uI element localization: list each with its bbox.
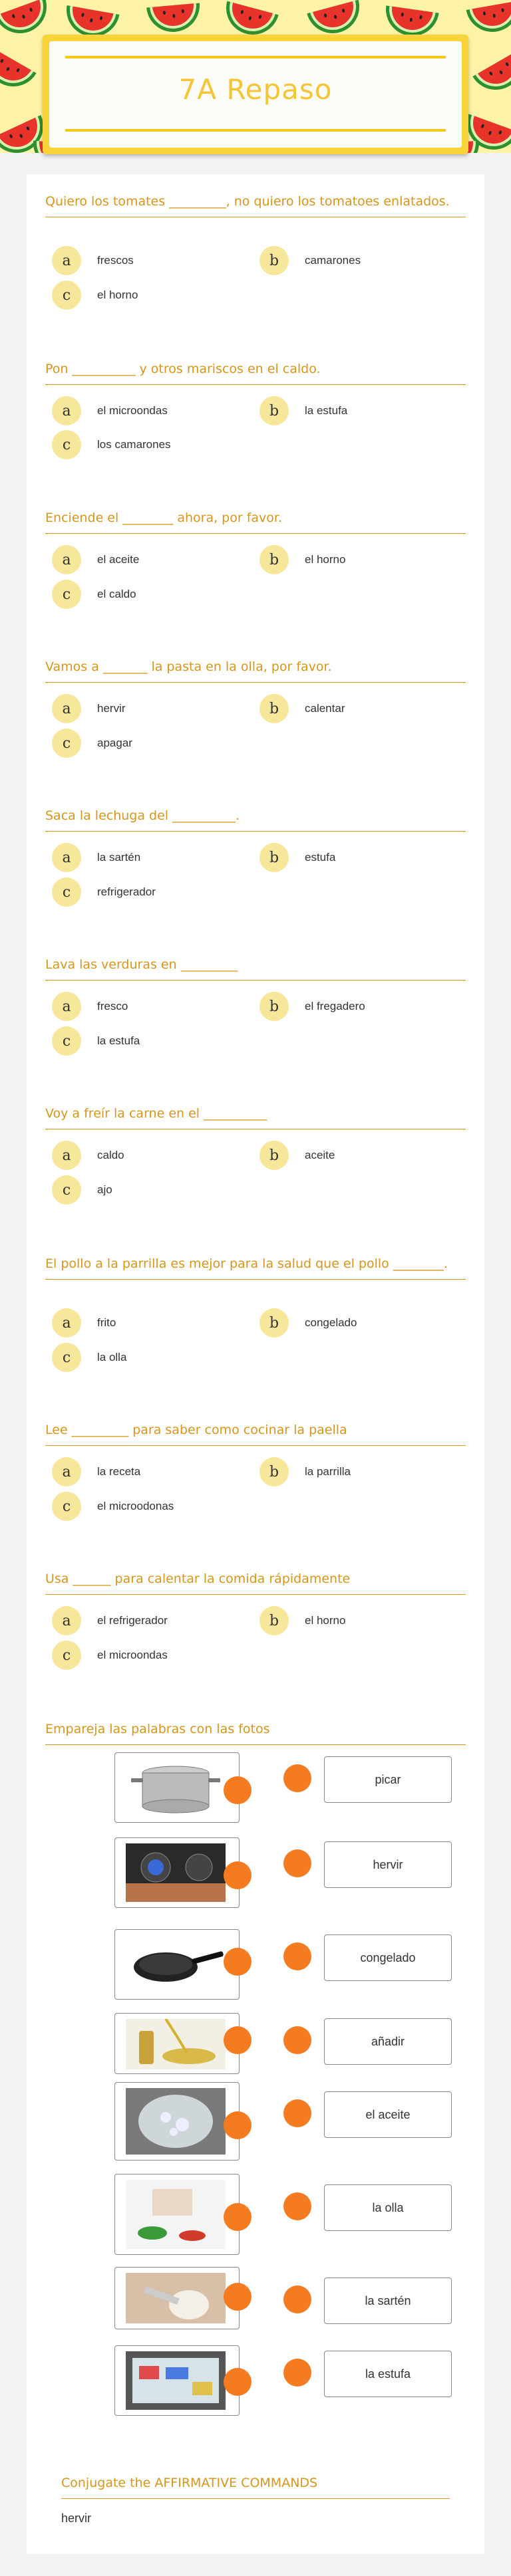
question-10: [45, 1570, 466, 1595]
match-word-4[interactable]: añadir: [324, 2018, 452, 2065]
match-dot-left[interactable]: [224, 2203, 252, 2231]
option-letter: c: [52, 1343, 81, 1372]
option-letter: c: [52, 580, 81, 609]
option-9b[interactable]: [259, 1457, 351, 1486]
option-letter: c: [52, 1492, 81, 1521]
option-label: el refrigerador: [97, 1614, 168, 1627]
option-letter: a: [52, 694, 81, 723]
option-10c[interactable]: [52, 1641, 168, 1670]
option-letter: a: [52, 992, 81, 1021]
question-text: El pollo a la parrilla es mejor para la salud que el pollo ________.: [45, 1256, 448, 1271]
question-3: [45, 509, 466, 534]
match-word-6[interactable]: la olla: [324, 2184, 452, 2231]
option-letter: b: [259, 1457, 289, 1486]
option-5a[interactable]: [52, 843, 140, 872]
match-dot-right[interactable]: [283, 1764, 311, 1792]
option-label: el fregadero: [305, 1000, 365, 1012]
option-letter: c: [52, 878, 81, 907]
question-text: Usa ______ para calentar la comida rápidamente: [45, 1572, 351, 1586]
option-label: ajo: [97, 1183, 112, 1196]
option-label: la estufa: [305, 404, 348, 417]
option-label: hervir: [97, 702, 126, 715]
option-label: el aceite: [97, 553, 140, 566]
option-8a[interactable]: [52, 1308, 116, 1338]
conjugate-title: Conjugate the AFFIRMATIVE COMMANDS: [61, 2476, 318, 2490]
match-dot-right[interactable]: [283, 1849, 311, 1877]
option-label: la receta: [97, 1465, 141, 1478]
match-dot-left[interactable]: [224, 1948, 252, 1976]
match-dot-right[interactable]: [283, 2285, 311, 2313]
question-7: [45, 1105, 466, 1129]
option-letter: a: [52, 545, 81, 574]
question-text: Lava las verduras en _________: [45, 957, 238, 972]
option-label: el microodonas: [97, 1500, 174, 1512]
question-text: Lee _________ para saber como cocinar la paella: [45, 1423, 347, 1437]
match-word-3[interactable]: congelado: [324, 1934, 452, 1981]
option-5c[interactable]: [52, 878, 156, 907]
match-dot-right[interactable]: [283, 2359, 311, 2387]
boiling-water-image[interactable]: [114, 2082, 240, 2161]
option-8b[interactable]: [259, 1308, 357, 1338]
question-1: [45, 193, 466, 217]
option-3b[interactable]: [259, 545, 345, 574]
match-dot-left[interactable]: [224, 2026, 252, 2054]
option-label: los camarones: [97, 438, 171, 451]
option-letter: a: [52, 1141, 81, 1170]
option-label: congelado: [305, 1316, 357, 1329]
match-dot-right[interactable]: [283, 1942, 311, 1970]
option-3a[interactable]: [52, 545, 139, 574]
cutting-garlic-image[interactable]: [114, 2267, 240, 2329]
match-word-1[interactable]: picar: [324, 1756, 452, 1803]
conjugate-section: [61, 2474, 450, 2499]
option-label: la sartén: [97, 851, 141, 864]
option-letter: a: [52, 246, 81, 275]
option-4c[interactable]: [52, 729, 132, 758]
option-letter: b: [259, 396, 289, 425]
match-word-8[interactable]: la estufa: [324, 2351, 452, 2397]
conjugate-answer-input[interactable]: hervir: [61, 2512, 92, 2525]
question-text: Saca la lechuga del __________.: [45, 808, 240, 823]
title-card: [43, 35, 468, 154]
option-2a[interactable]: [52, 396, 168, 425]
oil-pouring-image[interactable]: [114, 2013, 240, 2074]
match-word-5[interactable]: el aceite: [324, 2091, 452, 2138]
title-bottom-rule: [65, 129, 446, 132]
match-dot-right[interactable]: [283, 2192, 311, 2220]
option-letter: b: [259, 246, 289, 275]
option-1a[interactable]: [52, 246, 134, 275]
stove-burner-image[interactable]: [114, 1837, 240, 1908]
match-dot-left[interactable]: [224, 2111, 252, 2139]
question-6: [45, 956, 466, 981]
matching-title: Empareja las palabras con las fotos: [45, 1722, 270, 1736]
option-letter: c: [52, 430, 81, 459]
option-letter: b: [259, 1141, 289, 1170]
option-letter: c: [52, 1641, 81, 1670]
option-2b[interactable]: [259, 396, 347, 425]
option-label: el microondas: [97, 1649, 168, 1661]
question-text: Pon __________ y otros mariscos en el caldo.: [45, 362, 321, 376]
option-label: frescos: [97, 254, 134, 267]
question-text: Enciende el ________ ahora, por favor.: [45, 511, 283, 525]
option-9c[interactable]: [52, 1492, 174, 1521]
question-text: Quiero los tomates _________, no quiero los tomatoes enlatados.: [45, 194, 450, 209]
option-letter: c: [52, 1026, 81, 1056]
option-label: el horno: [97, 289, 138, 301]
match-word-2[interactable]: hervir: [324, 1841, 452, 1888]
option-4a[interactable]: [52, 694, 126, 723]
title-top-rule: [65, 56, 446, 59]
option-label: la parrilla: [305, 1465, 351, 1478]
option-letter: b: [259, 992, 289, 1021]
match-dot-left[interactable]: [224, 2368, 252, 2396]
option-label: el microondas: [97, 404, 168, 417]
option-3c[interactable]: [52, 580, 136, 609]
option-letter: a: [52, 1606, 81, 1635]
option-10b[interactable]: [259, 1606, 345, 1635]
option-label: apagar: [97, 737, 132, 749]
option-8c[interactable]: [52, 1343, 126, 1372]
option-letter: b: [259, 1606, 289, 1635]
option-letter: b: [259, 545, 289, 574]
match-dot-left[interactable]: [224, 2283, 252, 2311]
option-2c[interactable]: [52, 430, 171, 459]
matching-section: [45, 1720, 466, 1745]
question-text: Vamos a _______ la pasta en la olla, por favor.: [45, 659, 332, 674]
question-2: [45, 360, 466, 385]
option-label: camarones: [305, 254, 361, 267]
option-label: refrigerador: [97, 885, 156, 898]
option-6a[interactable]: [52, 992, 128, 1021]
question-4: [45, 658, 466, 683]
question-8: [45, 1255, 466, 1280]
option-label: estufa: [305, 851, 336, 864]
option-5b[interactable]: [259, 843, 335, 872]
option-label: fresco: [97, 1000, 128, 1012]
match-dot-left[interactable]: [224, 1776, 252, 1804]
question-text: Voy a freír la carne en el __________: [45, 1106, 267, 1121]
pot-image[interactable]: [114, 1752, 240, 1823]
option-6c[interactable]: [52, 1026, 140, 1056]
worksheet: [27, 174, 484, 2554]
option-10a[interactable]: [52, 1606, 168, 1635]
option-letter: a: [52, 843, 81, 872]
option-letter: b: [259, 843, 289, 872]
match-word-7[interactable]: la sartén: [324, 2278, 452, 2324]
match-dot-left[interactable]: [224, 1861, 252, 1889]
option-label: la estufa: [97, 1034, 140, 1047]
option-6b[interactable]: [259, 992, 365, 1021]
option-7b[interactable]: [259, 1141, 335, 1170]
freezer-image[interactable]: [114, 2345, 240, 2416]
option-label: la olla: [97, 1351, 127, 1363]
option-7c[interactable]: [52, 1175, 112, 1205]
match-dot-right[interactable]: [283, 2026, 311, 2054]
page-title: 7A Repaso: [178, 73, 333, 106]
option-label: calentar: [305, 702, 345, 715]
option-label: el horno: [305, 1614, 346, 1627]
option-letter: c: [52, 1175, 81, 1205]
option-letter: b: [259, 1308, 289, 1338]
option-1b[interactable]: [259, 246, 361, 275]
option-9a[interactable]: [52, 1457, 140, 1486]
option-label: el horno: [305, 553, 346, 566]
option-label: caldo: [97, 1149, 124, 1161]
option-7a[interactable]: [52, 1141, 124, 1170]
option-label: aceite: [305, 1149, 335, 1161]
option-label: frito: [97, 1316, 116, 1329]
option-letter: a: [52, 1457, 81, 1486]
option-label: el caldo: [97, 588, 136, 600]
option-letter: b: [259, 694, 289, 723]
chopping-image[interactable]: [114, 2174, 240, 2255]
option-4b[interactable]: [259, 694, 345, 723]
frying-pan-image[interactable]: [114, 1929, 240, 2000]
option-1c[interactable]: [52, 281, 138, 310]
option-letter: a: [52, 1308, 81, 1338]
option-letter: c: [52, 729, 81, 758]
match-dot-right[interactable]: [283, 2099, 311, 2127]
option-letter: c: [52, 281, 81, 310]
option-letter: a: [52, 396, 81, 425]
question-9: [45, 1421, 466, 1446]
question-5: [45, 807, 466, 832]
